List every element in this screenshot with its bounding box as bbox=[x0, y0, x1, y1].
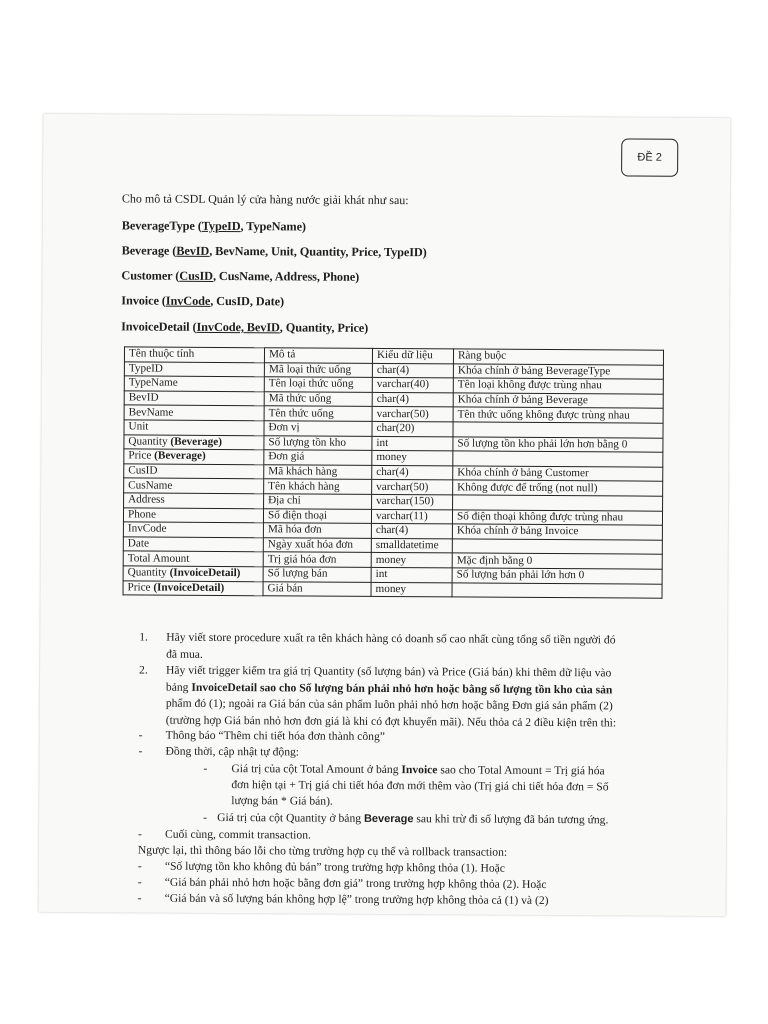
schema-key: TypeID bbox=[201, 218, 241, 234]
bullet-text-part: sau khi trừ đi số lượng đã bán tương ứng. bbox=[413, 812, 609, 827]
exam-sheet bbox=[39, 114, 731, 916]
table-cell: char(4) bbox=[372, 363, 453, 378]
table-cell: Date bbox=[123, 537, 263, 552]
table-cell: Số lượng bán phải lớn hơn 0 bbox=[452, 568, 662, 584]
table-header-cell: Kiểu dữ liệu bbox=[372, 348, 453, 363]
table-cell: Mã hóa đơn bbox=[263, 523, 371, 538]
table-cell: Mã khách hàng bbox=[264, 465, 372, 480]
question-text: phẩm đó (1); ngoài ra Giá bán của sản phẩm luôn phải nhỏ hơn hoặc bằng Đơn giá sản phẩm (2) bbox=[165, 696, 613, 713]
table-cell bbox=[123, 566, 263, 581]
table-cell: BevID bbox=[124, 391, 264, 406]
table-cell: Số lượng tồn kho bbox=[264, 435, 372, 450]
table-cell: Unit bbox=[124, 420, 264, 435]
question-text: Hãy viết store procedure xuất ra tên khách hàng có doanh số cao nhất cùng tổng số tiền người đó bbox=[166, 630, 616, 647]
table-cell bbox=[453, 495, 663, 511]
table-cell: smalldatetime bbox=[371, 538, 452, 553]
question-text: Hãy viết trigger kiểm tra giá trị Quantity (số lượng bán) và Price (Giá bán) khi thêm dữ liệu vào bbox=[166, 663, 612, 680]
table-cell: Tên thức uống không được trùng nhau bbox=[453, 407, 663, 423]
table-cell bbox=[453, 422, 663, 438]
table-cell: varchar(11) bbox=[371, 509, 452, 524]
schema-attrs: , Quantity, Price) bbox=[279, 320, 369, 335]
table-cell: Khóa chính ở bảng Invoice bbox=[452, 524, 662, 540]
bullet-text-part: Invoice bbox=[401, 763, 438, 777]
bullet-dash: - bbox=[138, 827, 142, 841]
table-cell: money bbox=[372, 451, 453, 466]
question-2 bbox=[139, 663, 669, 732]
table-cell bbox=[452, 539, 662, 555]
table-cell: Địa chỉ bbox=[264, 494, 372, 509]
table-cell bbox=[453, 451, 663, 467]
table-cell: Address bbox=[124, 493, 264, 508]
schema-key: CusID bbox=[179, 268, 214, 283]
exam-code-box bbox=[621, 138, 678, 176]
table-cell: Trị giá hóa đơn bbox=[263, 552, 371, 567]
bullet-text: Cuối cùng, commit transaction. bbox=[165, 827, 311, 842]
question-text: (trường hợp Giá bán nhỏ hơn đơn giá là khi có đợt khuyến mãi). Nếu thỏa cả 2 điều kiện trên thì: bbox=[165, 713, 617, 729]
table-header-cell: Ràng buộc bbox=[453, 349, 663, 365]
table-cell: CusID bbox=[124, 464, 264, 479]
table-cell: Phone bbox=[123, 507, 263, 522]
table-cell: Tên khách hàng bbox=[264, 479, 372, 494]
table-cell: Số điện thoại bbox=[263, 508, 371, 523]
schema-name: BeverageType ( bbox=[121, 218, 202, 233]
table-row bbox=[123, 580, 662, 598]
table-cell: TypeID bbox=[124, 362, 264, 377]
table-cell: int bbox=[371, 567, 452, 582]
table-cell: Số điện thoại không được trùng nhau bbox=[452, 509, 662, 525]
table-cell: Đơn vị bbox=[264, 421, 372, 436]
table-header-cell: Mô tả bbox=[264, 348, 372, 363]
schema-attrs: , CusID, Date) bbox=[210, 293, 285, 309]
attr-table-qualifier: (Beverage) bbox=[154, 450, 206, 463]
bullet-text-part: sao cho Total Amount = Trị giá hóa bbox=[437, 763, 605, 778]
bullet-dash: - bbox=[137, 859, 142, 873]
table-cell: BevName bbox=[124, 405, 264, 420]
table-cell: Khóa chính ở bảng Customer bbox=[453, 466, 663, 482]
error-message-1: “Số lượng tồn kho không đủ bán” trong trường hợp không thỏa (1). Hoặc bbox=[164, 859, 505, 875]
bullet-text-part: Beverage bbox=[363, 812, 414, 826]
bullet-text-part: Giá trị của cột Quantity ở bảng bbox=[217, 810, 365, 825]
question-1 bbox=[139, 630, 669, 666]
question-text-part: bảng bbox=[165, 680, 192, 694]
table-cell: Đơn giá bbox=[264, 450, 372, 465]
schema-customer bbox=[121, 268, 359, 284]
schema-attrs: , CusName, Address, Phone) bbox=[212, 268, 360, 284]
exam-code-label: ĐỀ 2 bbox=[637, 151, 662, 164]
table-cell: Tên loại không được trùng nhau bbox=[453, 378, 663, 394]
bullet-text bbox=[217, 811, 608, 826]
schema-name: Beverage ( bbox=[121, 243, 177, 258]
table-cell: Total Amount bbox=[123, 551, 263, 566]
else-text: Ngược lại, thì thông báo lỗi cho từng trường hợp cụ thể và rollback transaction: bbox=[137, 843, 508, 859]
table-cell: Số lượng tồn kho phải lớn hơn bằng 0 bbox=[453, 436, 663, 452]
table-cell: InvCode bbox=[123, 522, 263, 537]
table-cell bbox=[124, 434, 264, 449]
bullet-text-part: Giá trị của cột Total Amount ở bảng bbox=[231, 762, 402, 777]
intro-text: Cho mô tả CSDL Quản lý cửa hàng nước giải khát như sau: bbox=[121, 191, 409, 208]
table-cell: money bbox=[371, 553, 452, 568]
bullet-dash: - bbox=[137, 891, 142, 905]
schema-name: InvoiceDetail ( bbox=[121, 319, 197, 334]
bullet-dash: - bbox=[137, 875, 142, 889]
schema-invoice bbox=[121, 293, 284, 309]
table-cell: varchar(50) bbox=[372, 407, 453, 422]
table-cell: Mã thức uống bbox=[264, 392, 372, 407]
table-cell: char(4) bbox=[371, 524, 452, 539]
bullet-text: Thông báo “Thêm chi tiết hóa đơn thành công” bbox=[165, 728, 385, 744]
schema-attrs: , BevName, Unit, Quantity, Price, TypeID) bbox=[209, 243, 427, 260]
table-cell: int bbox=[372, 436, 453, 451]
table-cell: Khóa chính ở bảng BeverageType bbox=[453, 364, 663, 380]
error-message-2: “Giá bán phải nhỏ hơn hoặc bằng đơn giá” trong trường hợp không thỏa (2). Hoặc bbox=[164, 875, 547, 891]
table-cell: char(20) bbox=[372, 421, 453, 436]
attr-table-qualifier: (Beverage) bbox=[170, 435, 222, 448]
table-cell: Khóa chính ở bảng Beverage bbox=[453, 393, 663, 409]
attr-name-part: Quantity bbox=[127, 566, 170, 579]
bullet-text: lượng bán * Giá bán). bbox=[231, 794, 333, 808]
table-cell: char(4) bbox=[372, 392, 453, 407]
table-cell: varchar(150) bbox=[372, 494, 453, 509]
attribute-table bbox=[123, 346, 665, 598]
table-cell: Không được để trống (not null) bbox=[453, 480, 663, 496]
schema-beveragetype bbox=[122, 218, 306, 234]
schema-key: BevID bbox=[176, 243, 210, 258]
schema-invoicedetail bbox=[121, 319, 368, 336]
schema-name: Invoice ( bbox=[121, 293, 166, 308]
table-header-cell: Tên thuộc tính bbox=[124, 347, 264, 362]
table-cell: char(4) bbox=[372, 465, 453, 480]
bullet-dash: - bbox=[203, 761, 208, 775]
bullet-dash: - bbox=[138, 744, 143, 758]
table-cell: Mặc định bằng 0 bbox=[452, 553, 662, 569]
table-cell: Mã loại thức uống bbox=[264, 362, 372, 377]
question-number: 1. bbox=[139, 630, 148, 644]
attr-name-part: Price bbox=[127, 581, 154, 594]
table-cell: TypeName bbox=[124, 376, 264, 391]
bullet-text: Đồng thời, cập nhật tự động: bbox=[165, 744, 300, 759]
bullet-text: đơn hiện tại + Trị giá chi tiết hóa đơn mới thêm vào (Trị giá chi tiết hóa đơn = Số bbox=[231, 778, 609, 794]
table-cell bbox=[452, 582, 662, 598]
table-cell: varchar(50) bbox=[372, 480, 453, 495]
attr-name-part: Price bbox=[128, 449, 155, 463]
attr-table-qualifier: (InvoiceDetail) bbox=[153, 581, 225, 594]
table-cell: Giá bán bbox=[263, 581, 371, 596]
table-cell: CusName bbox=[124, 478, 264, 493]
table-cell bbox=[124, 449, 264, 464]
schema-attrs: , TypeName) bbox=[240, 219, 306, 234]
table-cell: Tên loại thức uống bbox=[264, 377, 372, 392]
question-text-part: InvoiceDetail sao cho Số lượng bán phải nhỏ hơn hoặc bằng số lượng tồn kho của sản bbox=[191, 680, 613, 696]
question-number: 2. bbox=[139, 663, 148, 677]
table-cell bbox=[123, 580, 263, 595]
schema-beverage bbox=[122, 243, 427, 260]
table-cell: money bbox=[371, 582, 452, 597]
table-cell: Ngày xuất hóa đơn bbox=[263, 537, 371, 552]
error-message-3: “Giá bán và số lượng bán không hợp lệ” trong trường hợp không thỏa cả (1) và (2) bbox=[164, 891, 549, 908]
schema-key: InvCode bbox=[165, 293, 211, 308]
schema-key: InvCode, BevID bbox=[196, 319, 280, 335]
attr-table-qualifier: (InvoiceDetail) bbox=[169, 566, 241, 580]
table-cell: Tên thức uống bbox=[264, 406, 372, 421]
bullet-dash: - bbox=[203, 810, 208, 824]
table-cell: Số lượng bán bbox=[263, 567, 371, 582]
bullet-dash: - bbox=[138, 728, 143, 742]
schema-name: Customer ( bbox=[121, 268, 180, 283]
table-cell: varchar(40) bbox=[372, 378, 453, 393]
bullet-text bbox=[231, 762, 604, 777]
attr-name-part: Quantity bbox=[128, 435, 171, 448]
question-text: đã mua. bbox=[166, 647, 203, 661]
